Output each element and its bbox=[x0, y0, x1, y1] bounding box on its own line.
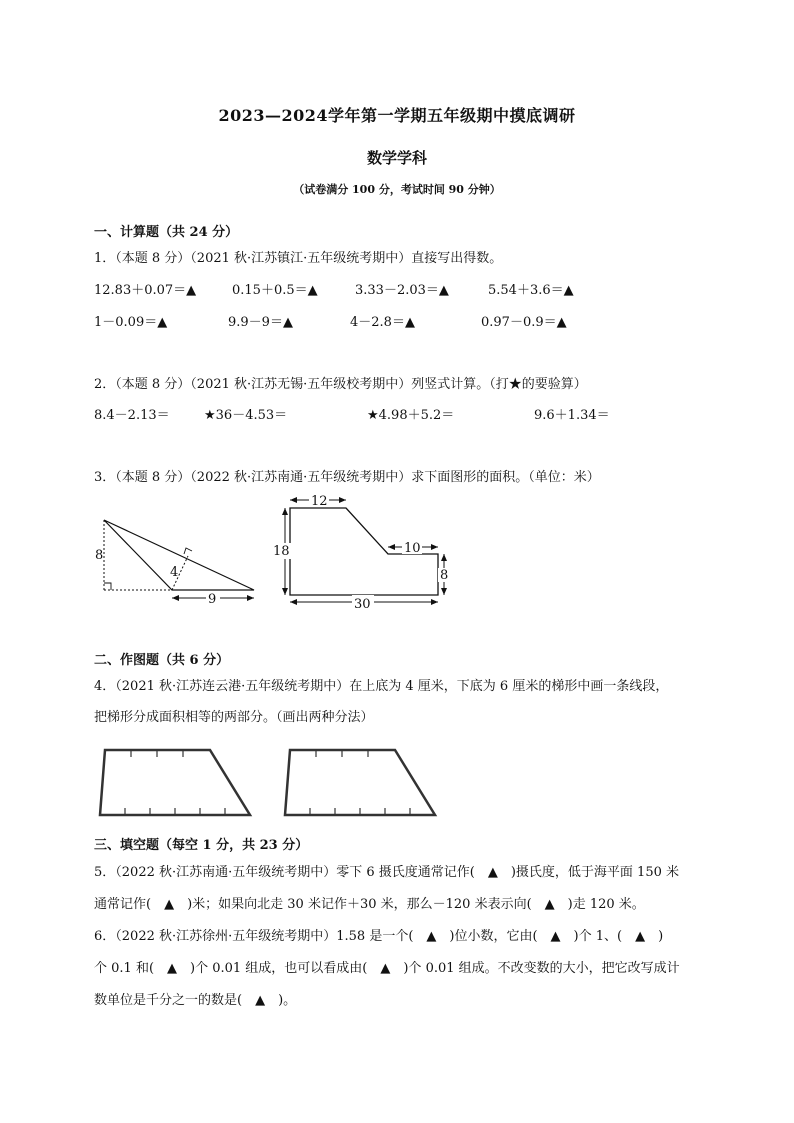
q1-item: 0.97－0.9＝▲ bbox=[481, 315, 567, 330]
arrowhead bbox=[290, 497, 297, 503]
triangle-figure bbox=[90, 510, 270, 610]
label-right: 8 bbox=[440, 568, 449, 583]
question-2-prompt: 2．（本题 8 分）（2021 秋·江苏无锡·五年级校考期中）列竖式计算。（打★的要验算） bbox=[94, 377, 587, 392]
question-5-line2: 通常记作( ▲ )米；如果向北走 30 米记作＋30 米，那么－120 米表示向( ▲ )走 120 米。 bbox=[94, 897, 645, 912]
question-3-prompt: 3．（本题 8 分）（2022 秋·江苏南通·五年级统考期中）求下面图形的面积。（单位：米） bbox=[94, 470, 600, 485]
section-heading-calculation: 一、计算题（共 24 分） bbox=[94, 225, 239, 240]
section-heading-drawing: 二、作图题（共 6 分） bbox=[94, 653, 230, 668]
q1-item: 3.33－2.03＝▲ bbox=[355, 283, 449, 298]
arrowhead bbox=[172, 595, 179, 601]
q2-item: 8.4－2.13＝ bbox=[94, 408, 170, 423]
right-angle-mark bbox=[104, 583, 111, 590]
arrowhead bbox=[441, 554, 447, 561]
arrowhead bbox=[388, 544, 395, 550]
q1-item: 5.54＋3.6＝▲ bbox=[488, 283, 574, 298]
label-step: 10 bbox=[404, 541, 421, 556]
question-5-line1: 5．（2022 秋·江苏南通·五年级统考期中）零下 6 摄氏度通常记作( ▲ )摄氏度，低于海平面 150 米 bbox=[94, 865, 680, 880]
arrowhead bbox=[441, 588, 447, 595]
question-6-line3: 数单位是千分之一的数是( ▲ )。 bbox=[94, 993, 297, 1008]
question-1-prompt: 1．（本题 8 分）（2021 秋·江苏镇江·五年级统考期中）直接写出得数。 bbox=[94, 251, 503, 266]
label-left: 18 bbox=[273, 544, 290, 559]
arrowhead bbox=[339, 497, 346, 503]
trapezoid-outline bbox=[285, 750, 435, 815]
trapezoid-figure-2 bbox=[280, 740, 445, 820]
q1-item: 0.15＋0.5＝▲ bbox=[232, 283, 318, 298]
arrowhead bbox=[282, 508, 288, 515]
label-perpendicular: 4 bbox=[170, 565, 179, 580]
q2-item: ★4.98＋5.2＝ bbox=[367, 408, 455, 423]
arrowhead bbox=[431, 599, 438, 605]
trapezoid-outline bbox=[100, 750, 250, 815]
question-4-line2: 把梯形分成面积相等的两部分。（画出两种分法） bbox=[94, 710, 374, 725]
q1-item: 1－0.09＝▲ bbox=[94, 315, 168, 330]
arrowhead bbox=[247, 595, 254, 601]
label-bottom: 30 bbox=[354, 597, 371, 612]
label-base: 9 bbox=[208, 592, 217, 607]
arrowhead bbox=[431, 544, 438, 550]
q1-item: 4－2.8＝▲ bbox=[350, 315, 415, 330]
label-height: 8 bbox=[95, 548, 104, 563]
q1-item: 9.9－9＝▲ bbox=[228, 315, 293, 330]
question-6-line1: 6．（2022 秋·江苏徐州·五年级统考期中）1.58 是一个( ▲ )位小数，它由( ▲ )个 1、( ▲ ) bbox=[94, 929, 664, 944]
perpendicular-right-angle-mark bbox=[184, 548, 192, 554]
polygon-figure bbox=[270, 490, 460, 615]
triangle-outline bbox=[104, 520, 254, 590]
subject-title: 数学学科 bbox=[366, 149, 427, 167]
q2-item: ★36－4.53＝ bbox=[204, 408, 288, 423]
question-6-line2: 个 0.1 和( ▲ )个 0.01 组成，也可以看成由( ▲ )个 0.01 组成。不改变数的大小，把它改写成计 bbox=[94, 961, 680, 976]
question-4-line1: 4．（2021 秋·江苏连云港·五年级统考期中）在上底为 4 厘米，下底为 6 厘米的梯形中画一条线段， bbox=[94, 679, 669, 694]
q2-item: 9.6＋1.34＝ bbox=[534, 408, 610, 423]
section-heading-fill-blank: 三、填空题（每空 1 分，共 23 分） bbox=[94, 838, 309, 853]
trapezoid-figure-1 bbox=[95, 740, 260, 820]
label-top: 12 bbox=[311, 494, 328, 509]
q1-item: 12.83＋0.07＝▲ bbox=[94, 283, 197, 298]
arrowhead bbox=[282, 588, 288, 595]
arrowhead bbox=[290, 599, 297, 605]
page-title: 2023—2024学年第一学期五年级期中摸底调研 bbox=[218, 106, 576, 125]
exam-note: （试卷满分 100 分，考试时间 90 分钟） bbox=[293, 183, 501, 196]
